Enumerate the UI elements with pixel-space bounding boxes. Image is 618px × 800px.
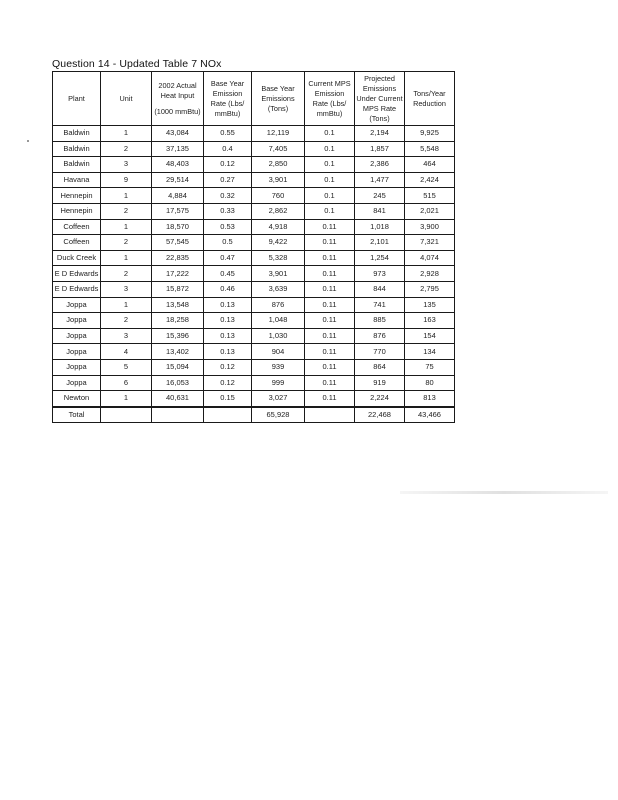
cell-projected-emissions: 2,194 xyxy=(355,126,405,142)
table-row xyxy=(53,188,455,204)
cell-reduction: 2,424 xyxy=(405,172,455,188)
cell-heat-input: 16,053 xyxy=(152,375,204,391)
cell-mps-rate: 0.11 xyxy=(305,297,355,313)
cell-base-emissions: 939 xyxy=(252,359,305,375)
cell-reduction: 75 xyxy=(405,359,455,375)
cell-unit: 1 xyxy=(101,250,152,266)
table-row xyxy=(53,375,455,391)
table-row xyxy=(53,344,455,360)
cell-base-emissions: 9,422 xyxy=(252,235,305,251)
cell-projected-emissions: 841 xyxy=(355,203,405,219)
header-projected-emissions: Projected Emissions Under Current MPS Rate (Tons) xyxy=(355,72,405,126)
cell-heat-input: 22,835 xyxy=(152,250,204,266)
cell-base-emissions: 7,405 xyxy=(252,141,305,157)
cell-unit: 1 xyxy=(101,297,152,313)
cell-mps-rate: 0.1 xyxy=(305,172,355,188)
cell-mps-rate: 0.11 xyxy=(305,359,355,375)
table-row xyxy=(53,235,455,251)
cell-plant: Joppa xyxy=(53,375,101,391)
cell-heat-input: 18,570 xyxy=(152,219,204,235)
cell-base-emissions: 5,328 xyxy=(252,250,305,266)
cell-projected-emissions: 770 xyxy=(355,344,405,360)
cell-reduction: 9,925 xyxy=(405,126,455,142)
header-heat-input: 2002 Actual Heat Input (1000 mmBtu) xyxy=(152,72,204,126)
table-row xyxy=(53,391,455,407)
total-base-emissions: 65,928 xyxy=(252,407,305,423)
cell-heat-input: 17,575 xyxy=(152,203,204,219)
total-reduction: 43,466 xyxy=(405,407,455,423)
cell-base-rate: 0.13 xyxy=(204,328,252,344)
cell-base-rate: 0.13 xyxy=(204,297,252,313)
total-mps-rate xyxy=(305,407,355,423)
cell-reduction: 5,548 xyxy=(405,141,455,157)
cell-base-rate: 0.12 xyxy=(204,157,252,173)
cell-projected-emissions: 245 xyxy=(355,188,405,204)
cell-heat-input: 48,403 xyxy=(152,157,204,173)
header-row xyxy=(53,72,455,126)
cell-reduction: 135 xyxy=(405,297,455,313)
cell-base-rate: 0.4 xyxy=(204,141,252,157)
table-row xyxy=(53,157,455,173)
cell-projected-emissions: 1,018 xyxy=(355,219,405,235)
cell-heat-input: 43,084 xyxy=(152,126,204,142)
cell-mps-rate: 0.11 xyxy=(305,313,355,329)
cell-reduction: 4,074 xyxy=(405,250,455,266)
cell-plant: Joppa xyxy=(53,297,101,313)
cell-base-emissions: 3,639 xyxy=(252,281,305,297)
cell-base-emissions: 760 xyxy=(252,188,305,204)
cell-base-emissions: 3,901 xyxy=(252,172,305,188)
nox-table xyxy=(52,71,455,423)
cell-projected-emissions: 919 xyxy=(355,375,405,391)
table-row xyxy=(53,313,455,329)
cell-base-rate: 0.53 xyxy=(204,219,252,235)
cell-plant: Coffeen xyxy=(53,235,101,251)
cell-reduction: 154 xyxy=(405,328,455,344)
cell-mps-rate: 0.11 xyxy=(305,266,355,282)
cell-unit: 5 xyxy=(101,359,152,375)
cell-plant: Coffeen xyxy=(53,219,101,235)
cell-reduction: 2,021 xyxy=(405,203,455,219)
cell-plant: Joppa xyxy=(53,359,101,375)
cell-projected-emissions: 2,386 xyxy=(355,157,405,173)
table-row xyxy=(53,250,455,266)
cell-projected-emissions: 2,224 xyxy=(355,391,405,407)
cell-mps-rate: 0.11 xyxy=(305,219,355,235)
total-row xyxy=(53,407,455,423)
cell-heat-input: 57,545 xyxy=(152,235,204,251)
cell-reduction: 515 xyxy=(405,188,455,204)
cell-mps-rate: 0.11 xyxy=(305,235,355,251)
cell-base-emissions: 4,918 xyxy=(252,219,305,235)
cell-base-emissions: 2,850 xyxy=(252,157,305,173)
cell-unit: 4 xyxy=(101,344,152,360)
table-title: Question 14 - Updated Table 7 NOx xyxy=(52,58,222,70)
table-row xyxy=(53,297,455,313)
cell-projected-emissions: 973 xyxy=(355,266,405,282)
table-row xyxy=(53,203,455,219)
table-row xyxy=(53,172,455,188)
cell-unit: 3 xyxy=(101,328,152,344)
cell-projected-emissions: 885 xyxy=(355,313,405,329)
cell-base-emissions: 999 xyxy=(252,375,305,391)
cell-plant: Hennepin xyxy=(53,188,101,204)
cell-base-rate: 0.12 xyxy=(204,375,252,391)
cell-base-emissions: 3,901 xyxy=(252,266,305,282)
cell-plant: Havana xyxy=(53,172,101,188)
cell-heat-input: 15,872 xyxy=(152,281,204,297)
cell-projected-emissions: 2,101 xyxy=(355,235,405,251)
cell-heat-input: 37,135 xyxy=(152,141,204,157)
cell-base-emissions: 12,119 xyxy=(252,126,305,142)
cell-base-rate: 0.46 xyxy=(204,281,252,297)
cell-plant: Duck Creek xyxy=(53,250,101,266)
cell-plant: E D Edwards xyxy=(53,266,101,282)
cell-mps-rate: 0.1 xyxy=(305,126,355,142)
cell-base-rate: 0.13 xyxy=(204,344,252,360)
cell-reduction: 80 xyxy=(405,375,455,391)
cell-unit: 2 xyxy=(101,235,152,251)
cell-projected-emissions: 864 xyxy=(355,359,405,375)
cell-reduction: 134 xyxy=(405,344,455,360)
cell-mps-rate: 0.11 xyxy=(305,281,355,297)
header-base-rate: Base Year Emission Rate (Lbs/ mmBtu) xyxy=(204,72,252,126)
cell-heat-input: 18,258 xyxy=(152,313,204,329)
total-heat-input xyxy=(152,407,204,423)
cell-projected-emissions: 876 xyxy=(355,328,405,344)
cell-base-rate: 0.33 xyxy=(204,203,252,219)
cell-base-rate: 0.45 xyxy=(204,266,252,282)
cell-base-rate: 0.27 xyxy=(204,172,252,188)
table-row xyxy=(53,219,455,235)
table-row xyxy=(53,266,455,282)
cell-unit: 6 xyxy=(101,375,152,391)
cell-plant: Baldwin xyxy=(53,141,101,157)
cell-heat-input: 15,396 xyxy=(152,328,204,344)
cell-base-rate: 0.47 xyxy=(204,250,252,266)
cell-reduction: 7,321 xyxy=(405,235,455,251)
cell-mps-rate: 0.1 xyxy=(305,157,355,173)
table-row xyxy=(53,359,455,375)
cell-base-emissions: 876 xyxy=(252,297,305,313)
cell-unit: 2 xyxy=(101,203,152,219)
scan-artifact-line xyxy=(400,491,608,494)
cell-reduction: 813 xyxy=(405,391,455,407)
total-base-rate xyxy=(204,407,252,423)
cell-base-rate: 0.55 xyxy=(204,126,252,142)
cell-mps-rate: 0.11 xyxy=(305,375,355,391)
header-unit: Unit xyxy=(101,72,152,126)
total-projected-emissions: 22,468 xyxy=(355,407,405,423)
cell-plant: Baldwin xyxy=(53,126,101,142)
cell-base-emissions: 2,862 xyxy=(252,203,305,219)
cell-unit: 3 xyxy=(101,281,152,297)
cell-base-emissions: 3,027 xyxy=(252,391,305,407)
cell-mps-rate: 0.11 xyxy=(305,391,355,407)
header-heat-input-units: (1000 mmBtu) xyxy=(154,106,201,116)
cell-projected-emissions: 1,254 xyxy=(355,250,405,266)
cell-mps-rate: 0.1 xyxy=(305,188,355,204)
header-mps-rate: Current MPS Emission Rate (Lbs/ mmBtu) xyxy=(305,72,355,126)
cell-plant: Joppa xyxy=(53,344,101,360)
cell-heat-input: 13,402 xyxy=(152,344,204,360)
cell-heat-input: 13,548 xyxy=(152,297,204,313)
header-base-emissions: Base Year Emissions (Tons) xyxy=(252,72,305,126)
cell-heat-input: 17,222 xyxy=(152,266,204,282)
cell-plant: Hennepin xyxy=(53,203,101,219)
cell-base-emissions: 1,030 xyxy=(252,328,305,344)
cell-unit: 2 xyxy=(101,141,152,157)
cell-heat-input: 40,631 xyxy=(152,391,204,407)
cell-base-rate: 0.12 xyxy=(204,359,252,375)
table-row xyxy=(53,328,455,344)
cell-reduction: 2,795 xyxy=(405,281,455,297)
cell-projected-emissions: 741 xyxy=(355,297,405,313)
cell-unit: 1 xyxy=(101,188,152,204)
cell-unit: 1 xyxy=(101,391,152,407)
cell-plant: Joppa xyxy=(53,328,101,344)
cell-unit: 1 xyxy=(101,126,152,142)
cell-base-rate: 0.13 xyxy=(204,313,252,329)
cell-base-emissions: 1,048 xyxy=(252,313,305,329)
cell-plant: Newton xyxy=(53,391,101,407)
table-body xyxy=(53,126,455,423)
cell-reduction: 2,928 xyxy=(405,266,455,282)
cell-reduction: 163 xyxy=(405,313,455,329)
scan-speck xyxy=(27,140,29,142)
cell-base-rate: 0.5 xyxy=(204,235,252,251)
cell-mps-rate: 0.11 xyxy=(305,250,355,266)
cell-projected-emissions: 1,857 xyxy=(355,141,405,157)
cell-plant: Joppa xyxy=(53,313,101,329)
cell-heat-input: 4,884 xyxy=(152,188,204,204)
cell-base-emissions: 904 xyxy=(252,344,305,360)
cell-reduction: 464 xyxy=(405,157,455,173)
cell-unit: 2 xyxy=(101,266,152,282)
cell-projected-emissions: 1,477 xyxy=(355,172,405,188)
cell-unit: 2 xyxy=(101,313,152,329)
header-reduction: Tons/Year Reduction xyxy=(405,72,455,126)
cell-plant: Baldwin xyxy=(53,157,101,173)
header-plant: Plant xyxy=(53,72,101,126)
cell-unit: 9 xyxy=(101,172,152,188)
cell-unit: 1 xyxy=(101,219,152,235)
cell-mps-rate: 0.1 xyxy=(305,141,355,157)
cell-mps-rate: 0.11 xyxy=(305,344,355,360)
table-row xyxy=(53,141,455,157)
cell-heat-input: 29,514 xyxy=(152,172,204,188)
cell-mps-rate: 0.11 xyxy=(305,328,355,344)
cell-heat-input: 15,094 xyxy=(152,359,204,375)
total-plant: Total xyxy=(53,407,101,423)
cell-plant: E D Edwards xyxy=(53,281,101,297)
total-unit xyxy=(101,407,152,423)
cell-unit: 3 xyxy=(101,157,152,173)
cell-mps-rate: 0.1 xyxy=(305,203,355,219)
cell-reduction: 3,900 xyxy=(405,219,455,235)
cell-base-rate: 0.32 xyxy=(204,188,252,204)
cell-base-rate: 0.15 xyxy=(204,391,252,407)
cell-projected-emissions: 844 xyxy=(355,281,405,297)
table-row xyxy=(53,281,455,297)
table-row xyxy=(53,126,455,142)
